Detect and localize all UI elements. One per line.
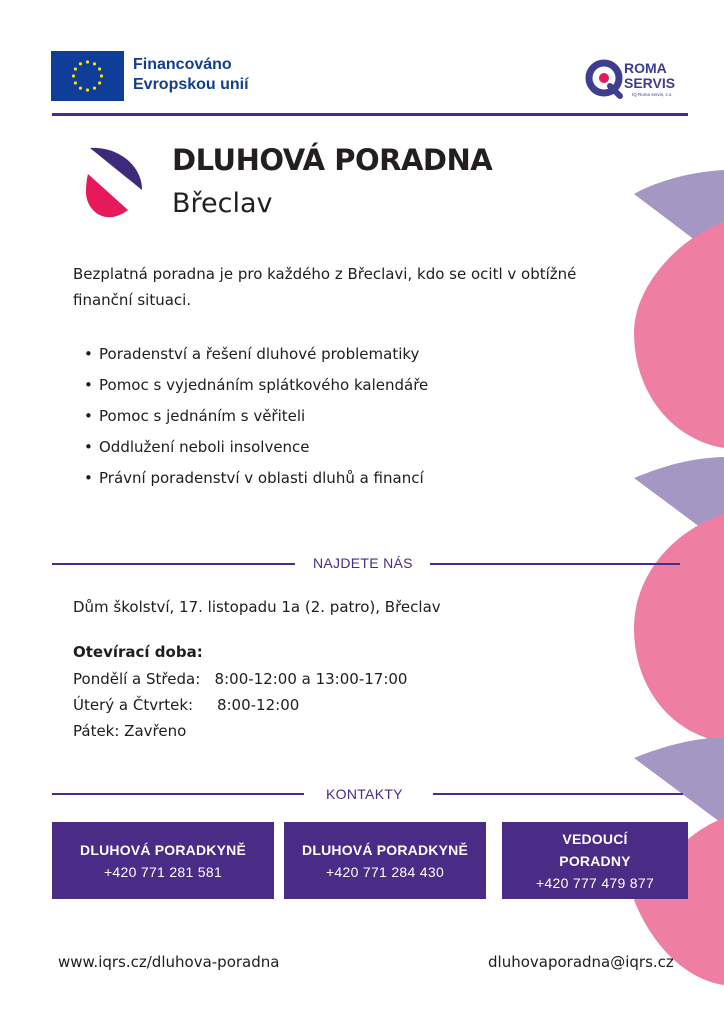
- services-list: [84, 344, 428, 499]
- eu-line-1: Financováno: [133, 56, 232, 73]
- list-item: • Poradenství a řešení dluhové problematiky: [84, 344, 428, 375]
- email-link[interactable]: dluhovaporadna@iqrs.cz: [488, 953, 674, 971]
- website-link[interactable]: www.iqrs.cz/dluhova-poradna: [58, 953, 280, 971]
- list-item: • Oddlužení neboli insolvence: [84, 437, 428, 468]
- list-item: • Pomoc s vyjednáním splátkového kalendáře: [84, 375, 428, 406]
- eu-funding-text: [133, 55, 249, 95]
- contact-phone[interactable]: +420 777 479 877: [535, 874, 655, 891]
- contact-role: PORADNY: [559, 852, 631, 869]
- contact-phone[interactable]: +420 771 281 581: [103, 863, 223, 880]
- list-item: • Právní poradenství v oblasti dluhů a financí: [84, 468, 428, 499]
- eu-line-2: Evropskou unií: [133, 76, 249, 93]
- section-divider-left: [52, 793, 304, 795]
- list-item: • Pomoc s jednáním s věřiteli: [84, 406, 428, 437]
- opening-hours-row: Pondělí a Středa: 8:00-12:00 a 13:00-17:00: [73, 670, 408, 688]
- section-divider-left: [52, 563, 295, 565]
- address-text: Dům školství, 17. listopadu 1a (2. patro), Břeclav: [73, 598, 441, 616]
- logo-text-roma: ROMA: [624, 60, 667, 76]
- opening-hours-row: Úterý a Čtvrtek: 8:00-12:00: [73, 696, 300, 714]
- header-divider: [52, 113, 688, 116]
- contact-card: [502, 822, 688, 899]
- contact-card: [284, 822, 486, 899]
- page-title: DLUHOVÁ PORADNA: [172, 143, 493, 177]
- iq-roma-servis-logo: [584, 56, 686, 102]
- contact-phone[interactable]: +420 771 284 430: [325, 863, 445, 880]
- dluhova-poradna-logo-icon: [86, 146, 146, 218]
- contact-role: DLUHOVÁ PORADKYNĚ: [80, 841, 246, 858]
- page-subtitle-city: Břeclav: [172, 188, 273, 219]
- section-label-location: NAJDETE NÁS: [313, 555, 413, 571]
- section-divider-right: [433, 793, 683, 795]
- contact-role: DLUHOVÁ PORADKYNĚ: [302, 841, 468, 858]
- intro-text: Bezplatná poradna je pro každého z Břeclavi, kdo se ocitl v obtížné finanční situaci.: [73, 265, 577, 309]
- opening-hours-row: Pátek: Zavřeno: [73, 722, 187, 740]
- logo-text-sub: IQ Roma servis, z.s.: [632, 92, 673, 97]
- contact-role: VEDOUCÍ: [562, 830, 628, 847]
- section-divider-right: [430, 563, 680, 565]
- contact-card: [52, 822, 274, 899]
- logo-text-servis: SERVIS: [624, 75, 676, 91]
- eu-flag-icon: [51, 51, 124, 101]
- section-label-contacts: KONTAKTY: [326, 786, 403, 802]
- opening-hours-title: Otevírací doba:: [73, 643, 203, 661]
